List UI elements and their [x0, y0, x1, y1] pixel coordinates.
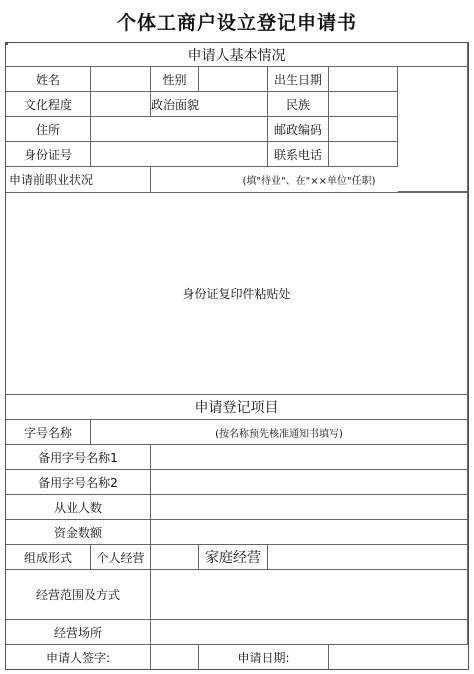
option-individual: 个人经营: [91, 545, 151, 570]
label-alt-name-1: 备用字号名称1: [6, 445, 151, 470]
name-field[interactable]: [91, 67, 151, 92]
phone-field[interactable]: [329, 142, 398, 167]
alt-name-2-field[interactable]: [151, 470, 468, 495]
label-education: 文化程度: [6, 92, 91, 117]
birth-date-field[interactable]: [329, 67, 398, 92]
address-field[interactable]: [91, 117, 268, 142]
label-apply-date: 申请日期:: [199, 645, 329, 669]
label-trade-name: 字号名称: [6, 420, 91, 445]
label-business-location: 经营场所: [6, 620, 151, 645]
label-alt-name-2: 备用字号名称2: [6, 470, 151, 495]
id-copy-paste-area: 身份证复印件粘贴处: [6, 193, 468, 395]
section-header-applicant-info: 申请人基本情况: [6, 43, 468, 67]
label-capital: 资金数额: [6, 520, 151, 545]
label-phone: 联系电话: [268, 142, 329, 167]
education-field[interactable]: [91, 92, 151, 117]
label-org-form: 组成形式: [6, 545, 91, 570]
label-id-number: 身份证号: [6, 142, 91, 167]
label-business-scope: 经营范围及方式: [6, 570, 151, 620]
label-prior-occupation: 申请前职业状况: [6, 167, 151, 193]
political-status-field[interactable]: [199, 92, 268, 117]
form-title: 个体工商户设立登记申请书: [116, 12, 357, 34]
option-family: 家庭经营: [199, 545, 268, 570]
postal-code-field[interactable]: [329, 117, 398, 142]
employees-field[interactable]: [151, 495, 468, 520]
cell-selection-marker: [5, 42, 8, 45]
label-signature: 申请人签字:: [6, 645, 151, 669]
application-form-table: [5, 42, 469, 670]
family-checkbox-cell[interactable]: [268, 545, 468, 570]
trade-name-field[interactable]: (按名称预先核准通知书填写): [91, 420, 468, 445]
section-header-registration-items: 申请登记项目: [6, 395, 468, 420]
apply-date-field[interactable]: [329, 645, 468, 669]
capital-field[interactable]: [151, 520, 468, 545]
label-political-status: 政治面貌: [151, 92, 199, 117]
prior-occupation-field[interactable]: (填"待业"、在"××单位"任职): [151, 167, 468, 193]
business-scope-field[interactable]: [151, 570, 468, 620]
label-ethnicity: 民族: [268, 92, 329, 117]
gender-field[interactable]: [199, 67, 268, 92]
signature-field[interactable]: [151, 645, 199, 669]
alt-name-1-field[interactable]: [151, 445, 468, 470]
id-number-field[interactable]: [91, 142, 268, 167]
label-employees: 从业人数: [6, 495, 151, 520]
individual-checkbox-cell[interactable]: [151, 545, 199, 570]
label-address: 住所: [6, 117, 91, 142]
ethnicity-field[interactable]: [329, 92, 398, 117]
label-name: 姓名: [6, 67, 91, 92]
business-location-field[interactable]: [151, 620, 468, 645]
label-postal-code: 邮政编码: [268, 117, 329, 142]
label-birth-date: 出生日期: [268, 67, 329, 92]
label-gender: 性别: [151, 67, 199, 92]
